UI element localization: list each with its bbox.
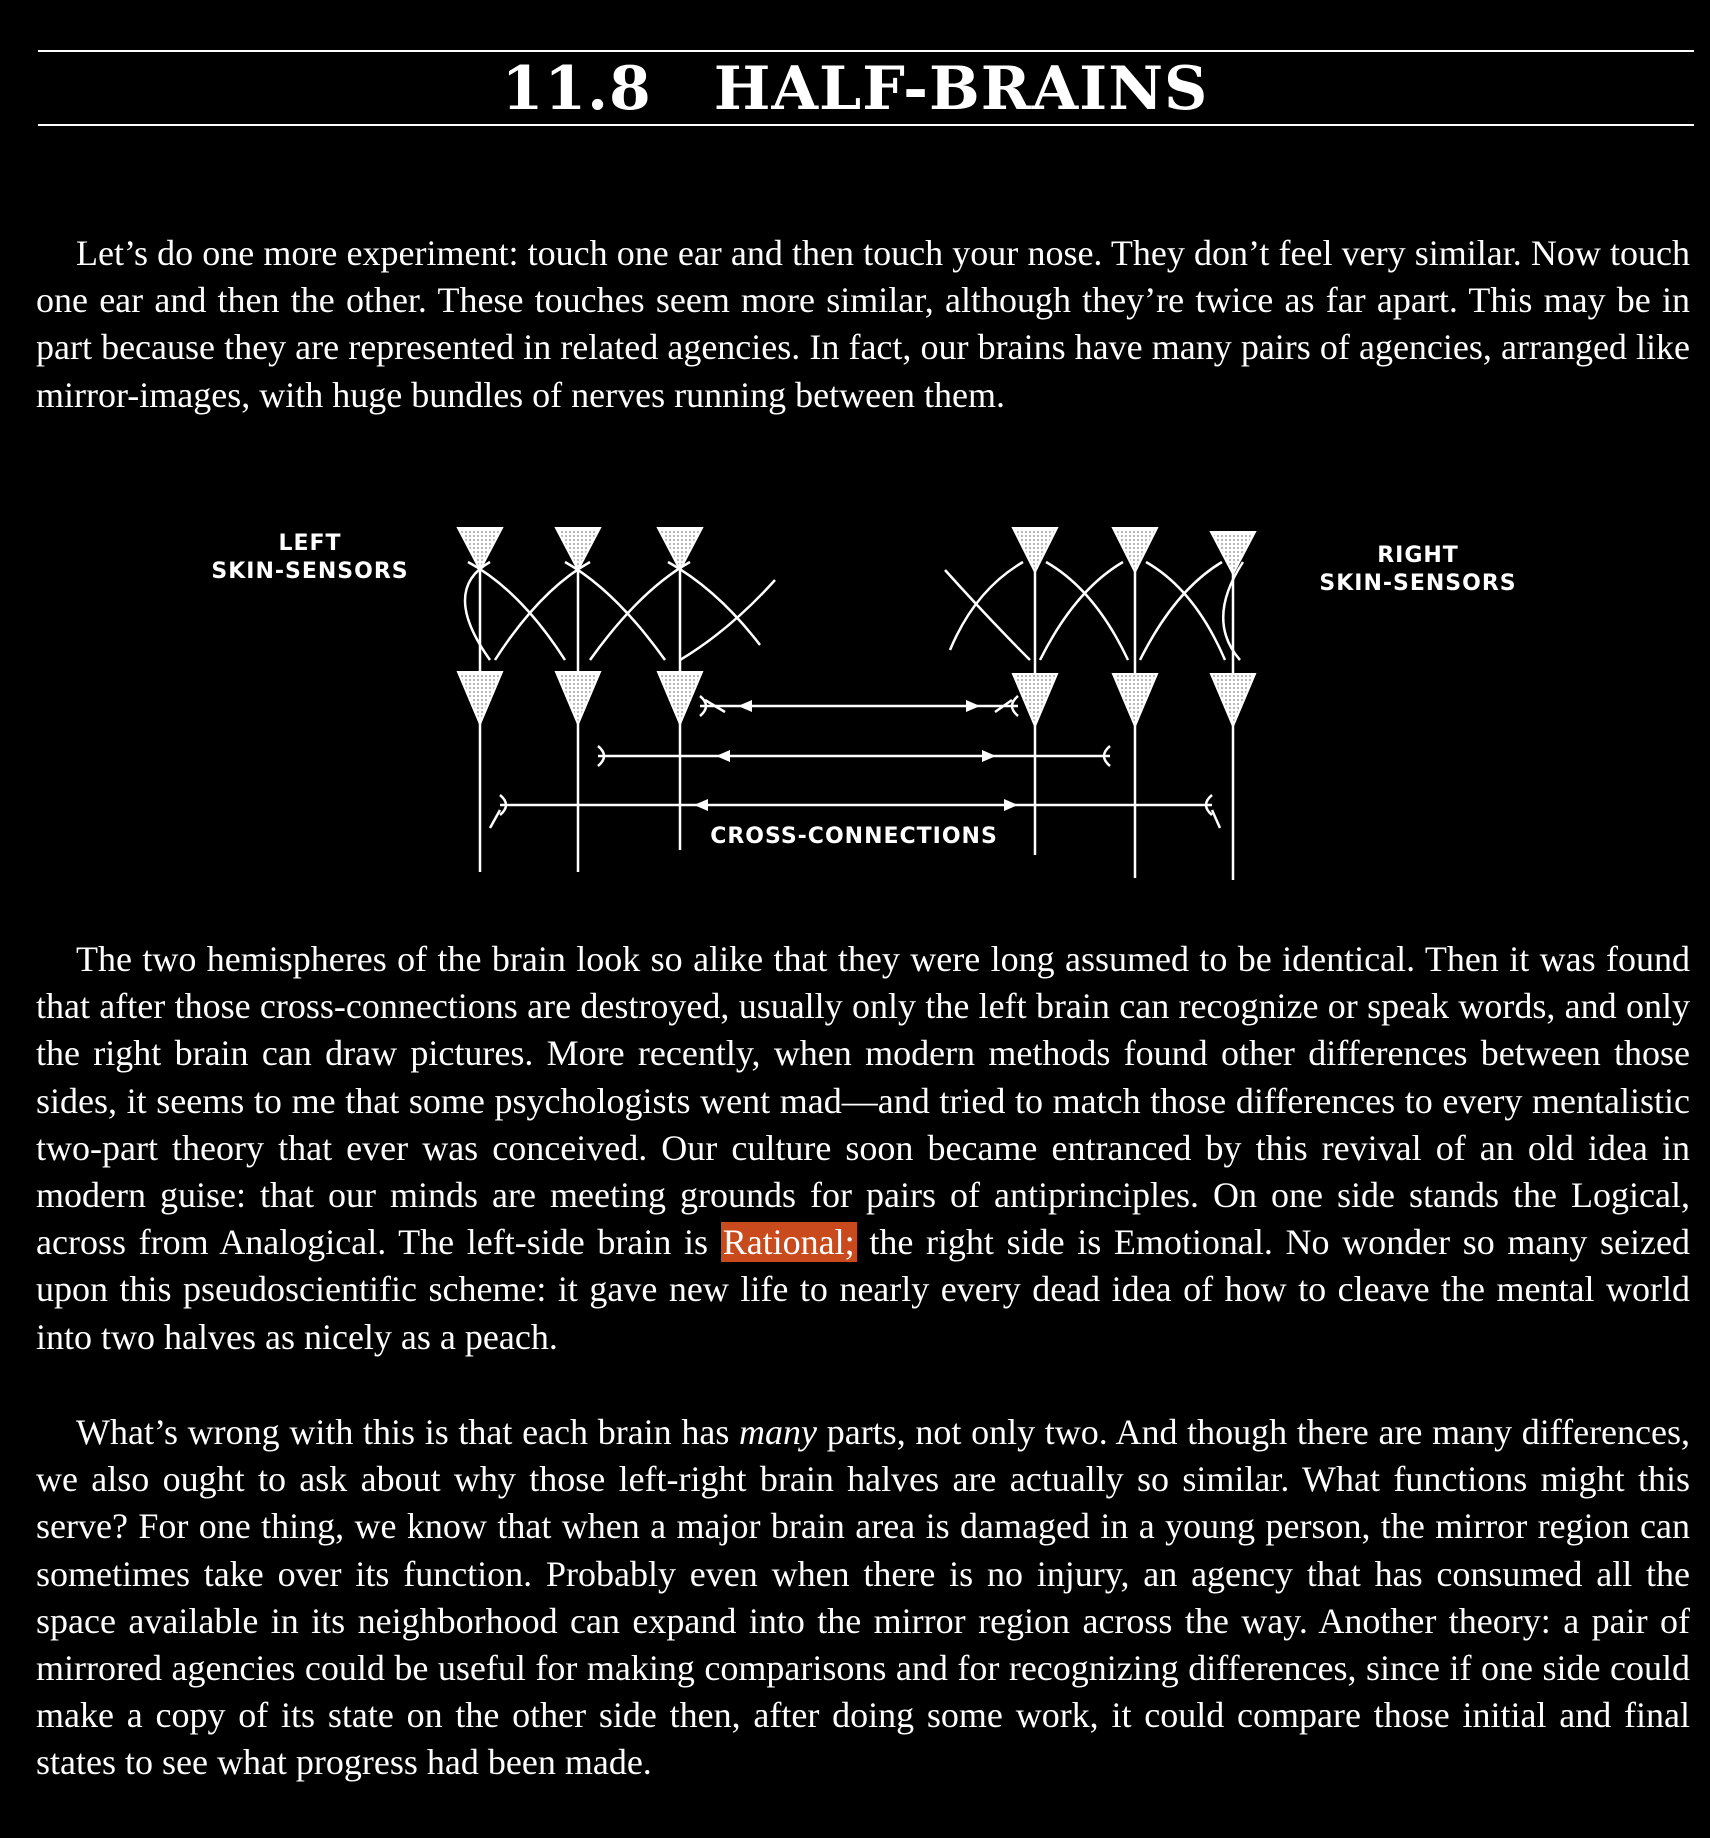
p2-text-after: the right side is Emotional. No wonder so many seized upon this pseudoscientific scheme: it gave new life to nearly every dead idea of how to cleave the mental world into two halves as nicely as a peach. [36, 1222, 1690, 1357]
right-label-line2: SKIN-SENSORS [1319, 571, 1517, 596]
top-rule [38, 50, 1694, 52]
left-label-line2: SKIN-SENSORS [211, 559, 409, 584]
p3-text-before: What’s wrong with this is that each brain has [76, 1412, 740, 1452]
section-heading [0, 54, 1710, 124]
paragraph-hemispheres [36, 936, 1690, 1361]
section-number: 11.8 [501, 54, 652, 124]
bottom-rule [38, 124, 1694, 126]
right-label-line1: RIGHT [1377, 543, 1459, 568]
paragraph-many-parts [36, 1409, 1690, 1787]
cross-connections-diagram [0, 510, 1710, 890]
section-title: HALF-BRAINS [713, 54, 1209, 124]
p2-text-before: The two hemispheres of the brain look so alike that they were long assumed to be identical. Then it was found that after those cross-connections are destroyed, usually only the left brain can recognize or speak words, and only the right brain can draw pictures. More recently, when modern methods found other differences between those sides, it seems to me that some psychologists went mad—and tried to match those differences to every mentalistic two-part theory that ever was conceived. Our culture soon became entranced by this revival of an old idea in modern guise: that our minds are meeting grounds for pairs of antiprinciples. On one side stands the Logical, across from Analogical. The left-side brain is [36, 939, 1690, 1263]
p3-text-after: parts, not only two. And though there are many differences, we also ought to ask about why those left-right brain halves are actually so similar. What functions might this serve? For one thing, we know that when a major brain area is damaged in a young person, the mirror region can sometimes take over its function. Probably even when there is no injury, an agency that has consumed all the space available in its neighborhood can expand into the mirror region across the way. Another theory: a pair of mirrored agencies could be useful for making comparisons and for recognizing differences, since if one side could make a copy of its state on the other side then, after doing some work, it could compare those initial and final states to see what progress had been made. [36, 1412, 1691, 1783]
highlighted-word: Rational; [722, 1222, 855, 1263]
left-label-line1: LEFT [278, 531, 342, 556]
paragraph-intro: Let’s do one more experiment: touch one ear and then touch your nose. They don’t feel very similar. Now touch one ear and then the other. These touches seem more similar, although they’re twice as far apart. This may be in part because they are represented in related agencies. In fact, our brains have many pairs of agencies, arranged like mirror-images, with huge bundles of nerves running between them. [36, 233, 1690, 415]
p3-emphasis: many [739, 1412, 818, 1452]
cross-connections-label: CROSS-CONNECTIONS [710, 824, 998, 849]
